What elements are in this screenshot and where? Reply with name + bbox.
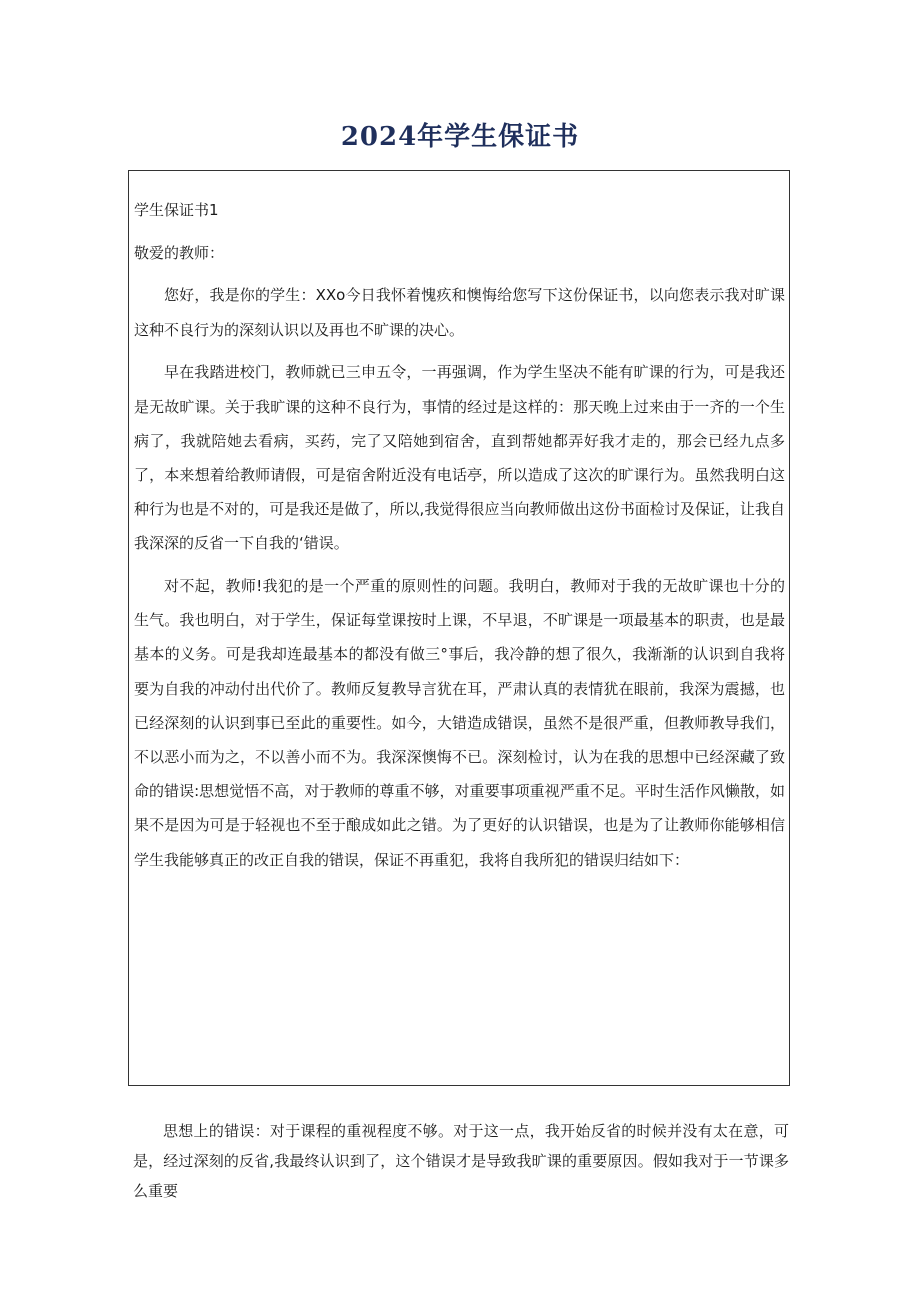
document-title: 2024年学生保证书 [340,122,580,152]
salutation: 敬爱的教师： [134,243,225,262]
body-paragraph: 对不起，教师!我犯的是一个严重的原则性的问题。我明白，教师对于我的无故旷课也十分的生气。我也明白，对于学生，保证每堂课按时上课，不早退，不旷课是一项最基本的职责，也是最基本的义务。可是我却连最基本的都没有做三°事后，我冷静的想了很久，我渐渐的认识到自我将要为自我的冲动付出代价了。教师反复教导言犹在耳，严肃认真的表情犹在眼前，我深为震撼，也已经深刻的认识到事已至此的重要性。如今，大错造成错误，虽然不是很严重，但教师教导我们，不以恶小而为之，不以善小而不为。我深深懊悔不已。深刻检讨，认为在我的思想中已经深藏了致命的错误:思想觉悟不高，对于教师的尊重不够，对重要事项重视严重不足。平时生活作风懒散，如果不是因为可是于轻视也不至于酿成如此之错。为了更好的认识错误，也是为了让教师你能够相信学生我能够真正的改正自我的错误，保证不再重犯，我将自我所犯的错误归结如下： [134,577,785,869]
letter-box [128,170,790,1086]
continuation-section [133,1116,789,1206]
body-paragraph: 思想上的错误：对于课程的重视程度不够。对于这一点，我开始反省的时候并没有太在意，可是，经过深刻的反省,我最终认识到了，这个错误才是导致我旷课的重要原因。假如我对于一节课多么重要 [133,1122,789,1200]
body-paragraph: 您好，我是你的学生：XXo今日我怀着愧疚和懊悔给您写下这份保证书，以向您表示我对旷课这种不良行为的深刻认识以及再也不旷课的决心。 [134,286,785,339]
letter-heading: 学生保证书1 [134,201,219,219]
body-paragraph: 早在我踏进校门，教师就已三申五令，一再强调，作为学生坚决不能有旷课的行为，可是我还是无故旷课。关于我旷课的这种不良行为，事情的经过是这样的：那天晚上过来由于一齐的一个生病了，我就陪她去看病，买药，完了又陪她到宿舍，直到帮她都弄好我才走的，那会已经九点多了，本来想着给教师请假，可是宿舍附近没有电话亭，所以造成了这次的旷课行为。虽然我明白这种行为也是不对的，可是我还是做了，所以,我觉得很应当向教师做出这份书面检讨及保证，让我自我深深的反省一下自我的‘错误。 [134,363,785,553]
